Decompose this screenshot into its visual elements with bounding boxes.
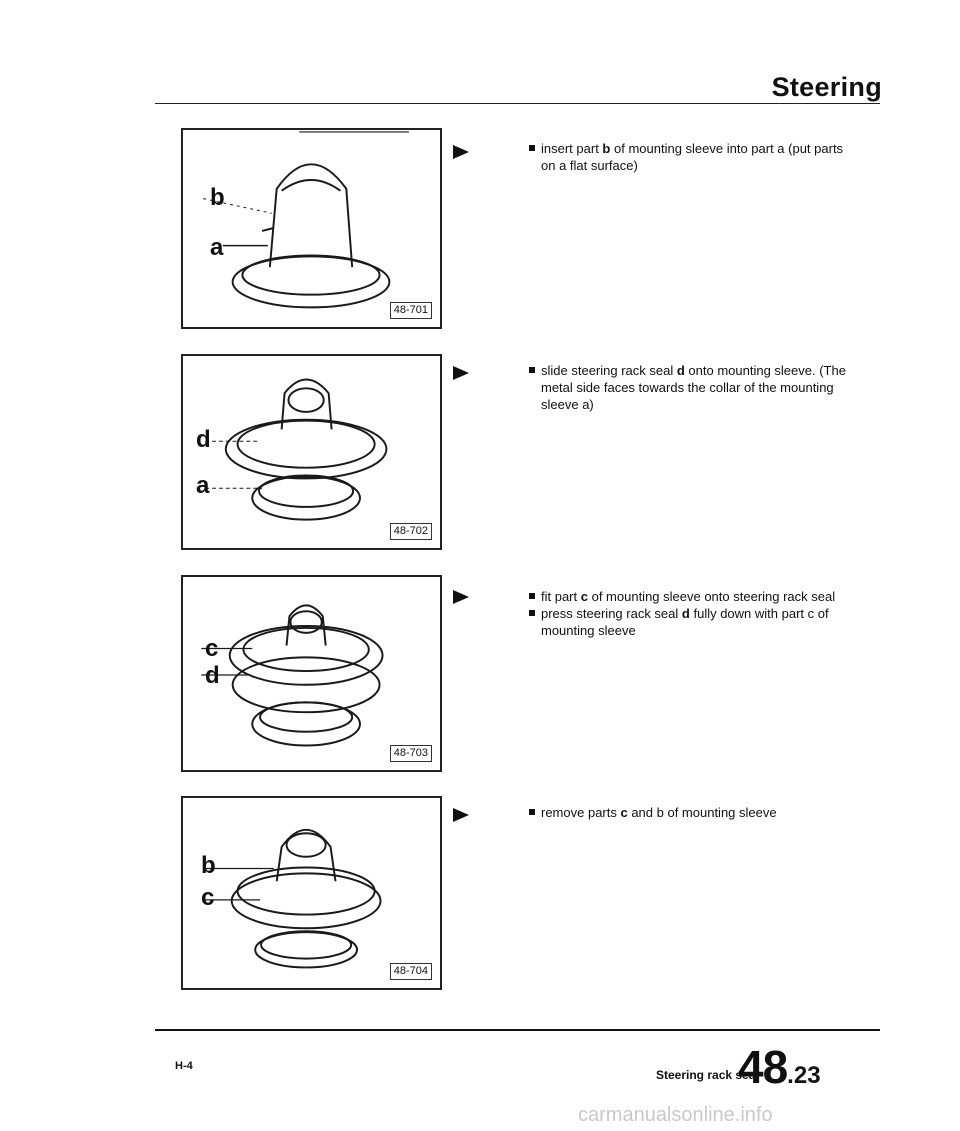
figure-code: 48-702 (390, 523, 432, 540)
instruction-text: of mounting sleeve onto steering rack seal (587, 589, 836, 604)
step-arrow-icon (453, 145, 469, 159)
instruction-text: of mounting sleeve into part a (put parts on a flat surface) (541, 141, 844, 173)
figure-48-704 (181, 796, 442, 990)
instruction-text: remove parts (541, 805, 621, 820)
sleeve-removal-illustration (183, 798, 440, 988)
instruction-text: fit part (541, 589, 581, 604)
page-number-minor: .23 (787, 1062, 821, 1089)
figure-48-702 (181, 354, 442, 550)
figure-code: 48-703 (390, 745, 432, 762)
figure-code: 48-701 (390, 302, 432, 319)
part-ref: d (676, 363, 685, 378)
part-ref: c (580, 589, 588, 604)
instruction-text: insert part (541, 141, 603, 156)
step-1-instructions (529, 140, 859, 174)
bullet-icon (529, 610, 535, 616)
instruction-text: press steering rack seal (541, 606, 682, 621)
label-part-d: d (196, 426, 211, 453)
page-number (738, 1040, 821, 1094)
instruction-item (529, 605, 859, 639)
bullet-icon (529, 145, 535, 151)
instruction-item (529, 362, 859, 413)
step-arrow-icon (453, 808, 469, 822)
label-part-d: d (205, 662, 220, 689)
instruction-item (529, 140, 859, 174)
header-divider (155, 103, 880, 104)
step-2-instructions (529, 362, 859, 413)
instruction-item (529, 588, 859, 605)
footer-section-title: Steering rack seal (656, 1068, 759, 1082)
label-part-a: a (210, 234, 224, 261)
figure-48-703 (181, 575, 442, 772)
sleeve-with-seal-illustration (183, 356, 440, 548)
label-part-b: b (201, 852, 216, 879)
part-ref: c (620, 805, 628, 820)
label-part-c: c (205, 635, 219, 662)
bullet-icon (529, 367, 535, 373)
label-part-a: a (196, 472, 210, 499)
label-part-b: b (210, 184, 225, 211)
figure-48-701 (181, 128, 442, 329)
page-number-major: 48 (738, 1041, 788, 1093)
step-3-instructions (529, 588, 859, 639)
watermark: carmanualsonline.info (578, 1104, 773, 1126)
step-arrow-icon (453, 366, 469, 380)
part-ref: b (602, 141, 611, 156)
bullet-icon (529, 593, 535, 599)
instruction-item (529, 804, 859, 821)
label-part-c: c (201, 884, 215, 911)
step-4-instructions (529, 804, 859, 821)
footer-divider (155, 1029, 880, 1031)
instruction-text: slide steering rack seal (541, 363, 677, 378)
step-arrow-icon (453, 590, 469, 604)
part-ref: d (681, 606, 690, 621)
figure-code: 48-704 (390, 963, 432, 980)
instruction-text: onto mounting sleeve. (The metal side faces towards the collar of the mounting sleeve a) (541, 363, 846, 412)
page-title: Steering (771, 72, 882, 102)
instruction-text: and b of mounting sleeve (627, 805, 777, 820)
instruction-text: fully down with part c of mounting sleeve (541, 606, 829, 638)
sleeve-seal-collar-illustration (183, 577, 440, 770)
bullet-icon (529, 809, 535, 815)
footer-code: H-4 (175, 1060, 193, 1072)
sleeve-illustration (183, 130, 440, 327)
